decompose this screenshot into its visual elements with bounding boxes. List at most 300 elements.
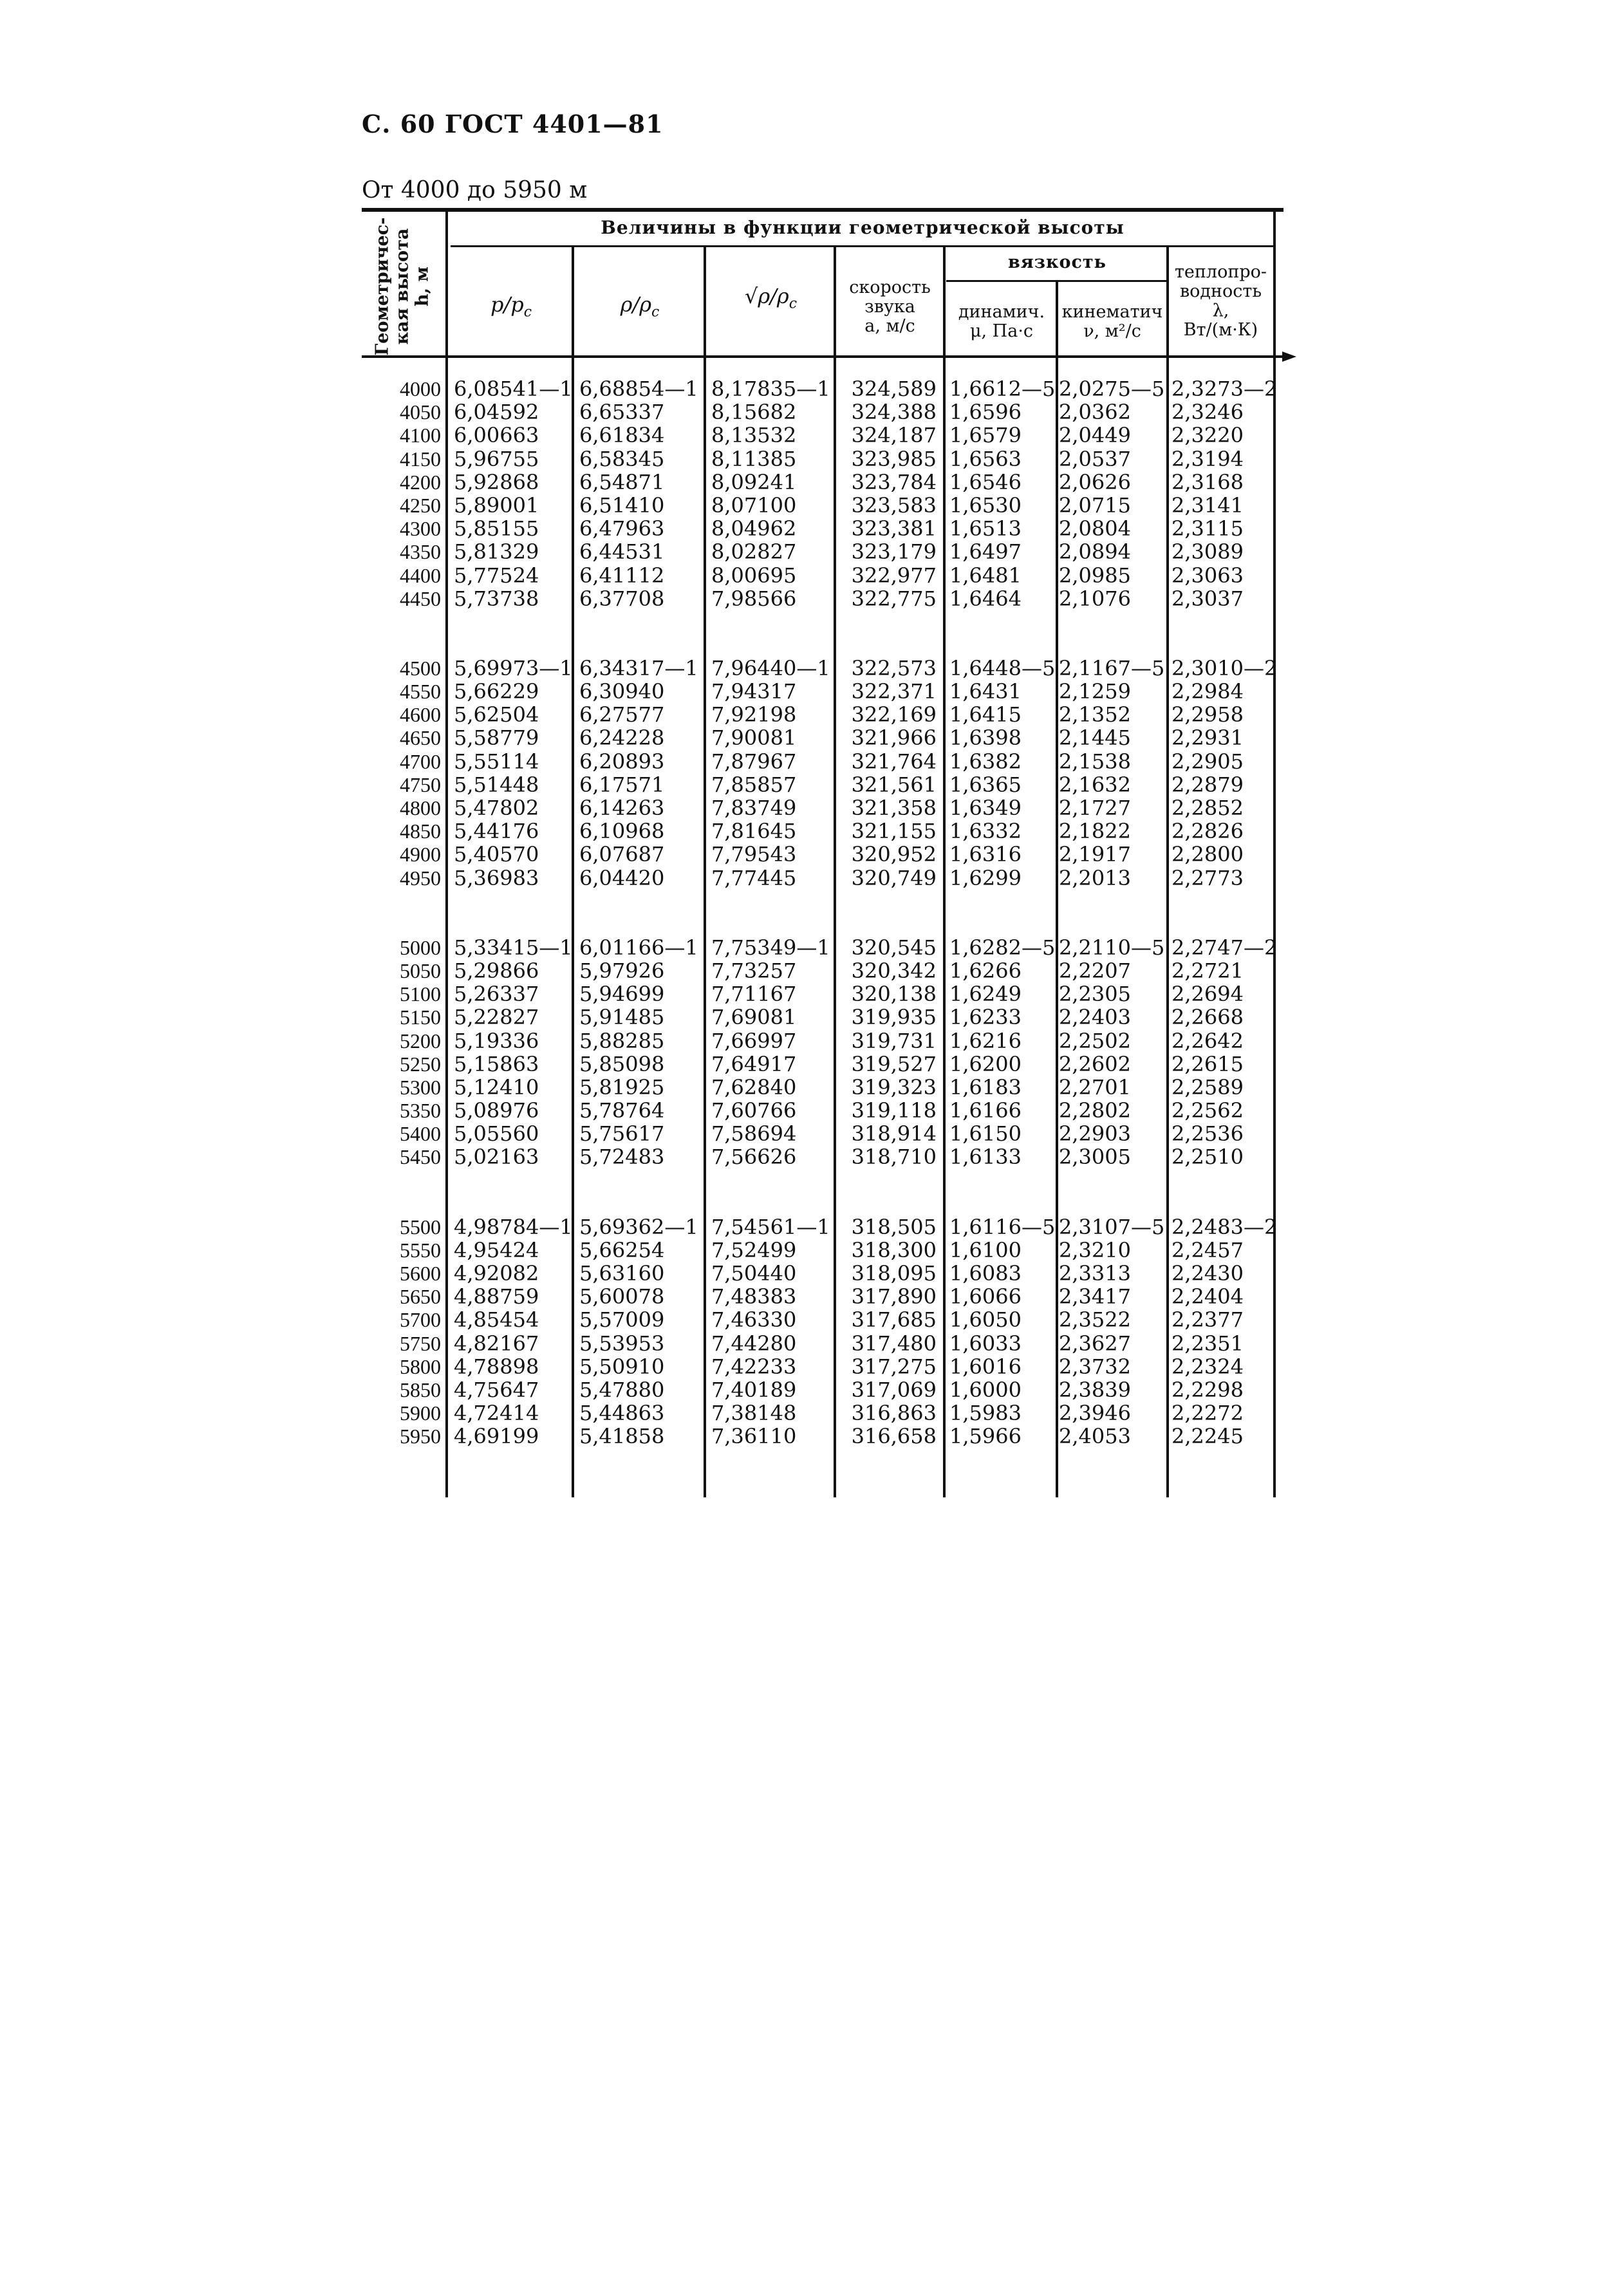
kinematic-viscosity-cell: 2,1727 (1059, 796, 1131, 820)
sound-speed-cell: 321,764 (851, 749, 937, 774)
height-cell: 4900 (400, 843, 441, 866)
height-cell: 4750 (400, 772, 441, 796)
rho-ratio-column (579, 377, 708, 1448)
conductivity-cell: 2,2245 (1171, 1424, 1244, 1449)
kinematic-viscosity-cell: 2,2602 (1059, 1051, 1131, 1076)
sqrt-ratio-cell: 7,75349—1 (711, 935, 830, 960)
rho-ratio-cell: 5,47880 (579, 1377, 665, 1402)
p-ratio-cell: 5,81329 (454, 539, 539, 565)
dynamic-viscosity-cell: 1,6183 (949, 1074, 1022, 1100)
dynamic-viscosity-cell: 1,6100 (949, 1237, 1022, 1262)
rho-ratio-cell: 5,75617 (579, 1121, 665, 1147)
height-cell: 5250 (400, 1052, 441, 1076)
conductivity-header: теплопро- водность λ, Вт/(м·К) (1175, 262, 1267, 340)
kinematic-viscosity-cell: 2,0537 (1059, 446, 1131, 471)
kinematic-viscosity-cell: 2,2802 (1059, 1098, 1131, 1123)
dynamic-viscosity-cell: 1,6216 (949, 1028, 1022, 1053)
sqrt-ratio-cell: 8,04962 (711, 516, 797, 541)
dynamic-viscosity-cell: 1,6481 (949, 563, 1022, 588)
sqrt-ratio-cell: 7,44280 (711, 1331, 797, 1356)
height-cell: 4500 (400, 656, 441, 680)
kinematic-viscosity-cell: 2,0804 (1059, 516, 1131, 541)
sqrt-ratio-cell: 8,17835—1 (711, 377, 830, 401)
conductivity-cell: 2,2377 (1171, 1307, 1244, 1333)
height-cell: 5350 (400, 1099, 441, 1123)
sound-speed-cell: 319,731 (851, 1028, 937, 1053)
p-ratio-cell: 4,88759 (454, 1284, 539, 1309)
height-cell: 5800 (400, 1354, 441, 1378)
conductivity-cell: 2,2826 (1171, 819, 1244, 844)
height-cell: 4850 (400, 819, 441, 843)
sqrt-ratio-cell: 8,11385 (711, 446, 797, 471)
sound-speed-cell: 320,545 (851, 935, 937, 960)
sqrt-ratio-cell: 8,15682 (711, 400, 797, 425)
rho-ratio-cell: 6,37708 (579, 586, 665, 611)
p-ratio-cell: 6,04592 (454, 400, 539, 425)
sqrt-ratio-cell: 7,46330 (711, 1307, 797, 1333)
sound-speed-cell: 322,573 (851, 655, 937, 680)
height-cell: 4700 (400, 749, 441, 773)
p-ratio-cell: 5,66229 (454, 679, 539, 704)
conductivity-cell: 2,3246 (1171, 400, 1244, 425)
rho-ratio-cell: 6,51410 (579, 492, 665, 518)
sqrt-ratio-cell: 7,50440 (711, 1261, 797, 1286)
sound-speed-cell: 324,187 (851, 423, 937, 448)
col-divider-a (943, 247, 946, 1497)
rho-ratio-cell: 5,81925 (579, 1074, 665, 1100)
rho-ratio-cell: 5,60078 (579, 1284, 665, 1309)
p-ratio-cell: 5,77524 (454, 563, 539, 588)
conductivity-cell: 2,2773 (1171, 865, 1244, 890)
conductivity-cell: 2,2404 (1171, 1284, 1244, 1309)
p-ratio-cell: 5,08976 (454, 1098, 539, 1123)
p-ratio-cell: 5,85155 (454, 516, 539, 541)
dynamic-viscosity-cell: 1,6083 (949, 1261, 1022, 1286)
rho-ratio-cell: 6,01166—1 (579, 935, 698, 960)
kinematic-viscosity-cell: 2,0985 (1059, 563, 1131, 588)
conductivity-cell: 2,3115 (1171, 516, 1244, 541)
sound-speed-cell: 317,275 (851, 1354, 937, 1379)
block-gap (711, 1169, 834, 1215)
sqrt-ratio-label: √ρ/ρ (744, 284, 789, 308)
sound-speed-cell: 320,342 (851, 958, 937, 983)
conductivity-cell: 2,2483—2 (1171, 1214, 1278, 1239)
rho-ratio-cell: 5,91485 (579, 1005, 665, 1030)
sqrt-ratio-cell: 7,52499 (711, 1237, 797, 1262)
block-gap (1059, 1169, 1168, 1215)
rho-ratio-label: ρ/ρ (620, 292, 652, 317)
rule-arrow-icon (1282, 351, 1296, 362)
col-divider-mu (1056, 282, 1058, 1497)
sqrt-ratio-cell: 7,83749 (711, 796, 797, 820)
height-cell: 5050 (400, 959, 441, 982)
page-header: С. 60 ГОСТ 4401—81 (362, 109, 664, 138)
p-ratio-cell: 5,12410 (454, 1074, 539, 1100)
height-cell: 4350 (400, 540, 441, 564)
sound-speed-cell: 316,658 (851, 1424, 937, 1449)
height-cell: 4150 (400, 447, 441, 471)
col-divider-h (445, 210, 448, 1497)
kinematic-viscosity-cell: 2,2903 (1059, 1121, 1131, 1147)
kinematic-viscosity-cell: 2,3732 (1059, 1354, 1131, 1379)
rho-ratio-cell: 5,57009 (579, 1307, 665, 1333)
sqrt-ratio-cell: 7,40189 (711, 1377, 797, 1402)
height-cell: 5200 (400, 1029, 441, 1053)
block-gap (949, 610, 1056, 657)
sound-speed-cell: 319,323 (851, 1074, 937, 1100)
height-cell: 5100 (400, 982, 441, 1006)
kinematic-viscosity-cell: 2,0449 (1059, 423, 1131, 448)
dynamic-viscosity-cell: 1,6299 (949, 865, 1022, 890)
block-gap (949, 1169, 1056, 1215)
block-gap (840, 1169, 937, 1215)
dynamic-viscosity-cell: 1,6033 (949, 1331, 1022, 1356)
conductivity-cell: 2,2668 (1171, 1005, 1244, 1030)
kinematic-viscosity-cell: 2,1259 (1059, 679, 1131, 704)
block-gap (454, 890, 576, 936)
p-ratio-column (454, 377, 576, 1448)
conductivity-cell: 2,2298 (1171, 1377, 1244, 1402)
conductivity-cell: 2,3194 (1171, 446, 1244, 471)
p-ratio-cell: 5,58779 (454, 726, 539, 751)
dynamic-viscosity-cell: 1,6513 (949, 516, 1022, 541)
conductivity-cell: 2,2324 (1171, 1354, 1244, 1379)
p-ratio-cell: 6,08541—1 (454, 377, 573, 401)
dynamic-viscosity-cell: 1,6448—5 (949, 655, 1056, 680)
block-gap (454, 1169, 576, 1215)
sqrt-ratio-cell: 7,77445 (711, 865, 797, 890)
rho-ratio-cell: 6,07687 (579, 842, 665, 867)
sqrt-ratio-cell: 7,92198 (711, 702, 797, 727)
rho-ratio-cell: 5,41858 (579, 1424, 665, 1449)
p-ratio-cell: 5,73738 (454, 586, 539, 611)
rho-ratio-cell: 5,66254 (579, 1237, 665, 1262)
dynamic-viscosity-cell: 1,6365 (949, 772, 1022, 797)
p-ratio-cell: 5,02163 (454, 1145, 539, 1170)
kinematic-viscosity-cell: 2,3107—5 (1059, 1214, 1165, 1239)
kinematic-viscosity-cell: 2,1632 (1059, 772, 1131, 797)
block-gap (579, 890, 708, 936)
conductivity-cell: 2,2536 (1171, 1121, 1244, 1147)
sound-speed-cell: 319,118 (851, 1098, 937, 1123)
rho-ratio-cell: 6,30940 (579, 679, 665, 704)
p-ratio-cell: 5,22827 (454, 1005, 539, 1030)
rho-ratio-cell: 6,34317—1 (579, 655, 698, 680)
p-ratio-cell: 4,69199 (454, 1424, 539, 1449)
sqrt-ratio-cell: 8,07100 (711, 492, 797, 518)
sound-speed-cell: 321,155 (851, 819, 937, 844)
sqrt-ratio-cell: 8,00695 (711, 563, 797, 588)
kinematic-viscosity-cell: 2,2502 (1059, 1028, 1131, 1053)
kinematic-viscosity-cell: 2,3946 (1059, 1401, 1131, 1426)
dynamic-viscosity-cell: 1,6116—5 (949, 1214, 1056, 1239)
rho-ratio-cell: 5,44863 (579, 1401, 665, 1426)
sqrt-ratio-cell: 7,58694 (711, 1121, 797, 1147)
rho-ratio-cell: 5,97926 (579, 958, 665, 983)
block-gap (579, 610, 708, 657)
rho-ratio-cell: 6,65337 (579, 400, 665, 425)
kinematic-viscosity-cell: 2,1538 (1059, 749, 1131, 774)
dynamic-viscosity-column (949, 377, 1056, 1448)
table-top-rule (362, 208, 1283, 212)
sound-speed-cell: 323,784 (851, 469, 937, 494)
kinematic-viscosity-cell: 2,2701 (1059, 1074, 1131, 1100)
conductivity-cell: 2,2430 (1171, 1261, 1244, 1286)
height-cell: 5700 (400, 1308, 441, 1332)
sound-speed-cell: 317,685 (851, 1307, 937, 1333)
col-divider-sqrt (834, 247, 836, 1497)
kinematic-viscosity-cell: 2,2403 (1059, 1005, 1131, 1030)
sound-speed-cell: 324,388 (851, 400, 937, 425)
sound-speed-cell: 318,914 (851, 1121, 937, 1147)
height-cell: 4200 (400, 470, 441, 494)
kinematic-viscosity-cell: 2,4053 (1059, 1424, 1131, 1449)
conductivity-cell: 2,2721 (1171, 958, 1244, 983)
height-header-text: Геометричес- кая высота h, м (372, 217, 433, 356)
conductivity-cell: 2,2852 (1171, 796, 1244, 820)
sound-speed-cell: 317,890 (851, 1284, 937, 1309)
block-gap (711, 610, 834, 657)
conductivity-cell: 2,3220 (1171, 423, 1244, 448)
height-cell: 4400 (400, 563, 441, 587)
group-header: Величины в функции геометрической высоты (601, 217, 1125, 238)
height-column (364, 377, 441, 1448)
conductivity-cell: 2,2272 (1171, 1401, 1244, 1426)
sqrt-ratio-cell: 7,98566 (711, 586, 797, 611)
height-cell: 4550 (400, 680, 441, 704)
height-column-header (364, 216, 441, 357)
dynamic-viscosity-cell: 1,6415 (949, 702, 1022, 727)
sound-speed-cell: 323,583 (851, 492, 937, 518)
conductivity-cell: 2,2351 (1171, 1331, 1244, 1356)
sound-speed-cell: 317,069 (851, 1377, 937, 1402)
dynamic-viscosity-cell: 1,6316 (949, 842, 1022, 867)
p-ratio-cell: 5,47802 (454, 796, 539, 820)
sound-speed-cell: 317,480 (851, 1331, 937, 1356)
p-ratio-label: p/p (490, 292, 524, 317)
dynamic-viscosity-cell: 1,6398 (949, 726, 1022, 751)
p-ratio-cell: 4,75647 (454, 1377, 539, 1402)
p-ratio-cell: 4,85454 (454, 1307, 539, 1333)
rho-ratio-cell: 6,10968 (579, 819, 665, 844)
p-ratio-cell: 4,82167 (454, 1331, 539, 1356)
p-ratio-cell: 5,69973—1 (454, 655, 573, 680)
kinematic-viscosity-cell: 2,1352 (1059, 702, 1131, 727)
dynamic-viscosity-cell: 1,6464 (949, 586, 1022, 611)
rho-ratio-cell: 5,85098 (579, 1051, 665, 1076)
sound-speed-cell: 318,095 (851, 1261, 937, 1286)
range-title: От 4000 до 5950 м (362, 177, 588, 203)
kinematic-viscosity-cell: 2,3313 (1059, 1261, 1131, 1286)
conductivity-cell: 2,3037 (1171, 586, 1244, 611)
height-cell: 5750 (400, 1331, 441, 1355)
kinematic-viscosity-cell: 2,1076 (1059, 586, 1131, 611)
sound-speed-cell: 323,381 (851, 516, 937, 541)
dynamic-viscosity-cell: 1,6563 (949, 446, 1022, 471)
kinematic-viscosity-cell: 2,1167—5 (1059, 655, 1165, 680)
sqrt-ratio-sub: с (789, 295, 798, 312)
sqrt-ratio-column (711, 377, 834, 1448)
p-ratio-cell: 5,19336 (454, 1028, 539, 1053)
sqrt-ratio-cell: 7,90081 (711, 726, 797, 751)
dynamic-viscosity-cell: 1,6266 (949, 958, 1022, 983)
dynamic-viscosity-cell: 1,6579 (949, 423, 1022, 448)
height-cell: 5600 (400, 1262, 441, 1285)
rho-ratio-cell: 6,04420 (579, 865, 665, 890)
dynamic-viscosity-cell: 1,6546 (949, 469, 1022, 494)
kinematic-viscosity-cell: 2,2207 (1059, 958, 1131, 983)
kinematic-viscosity-cell: 2,3210 (1059, 1237, 1131, 1262)
block-gap (1171, 610, 1281, 657)
height-cell: 4450 (400, 586, 441, 610)
p-ratio-cell: 4,95424 (454, 1237, 539, 1262)
sqrt-ratio-cell: 8,09241 (711, 469, 797, 494)
p-ratio-cell: 5,51448 (454, 772, 539, 797)
p-ratio-cell: 5,92868 (454, 469, 539, 494)
sound-speed-column (840, 377, 937, 1448)
conductivity-cell: 2,2694 (1171, 982, 1244, 1007)
p-ratio-cell: 5,62504 (454, 702, 539, 727)
sqrt-ratio-cell: 7,85857 (711, 772, 797, 797)
p-ratio-cell: 4,92082 (454, 1261, 539, 1286)
conductivity-cell: 2,2879 (1171, 772, 1244, 797)
sound-speed-cell: 322,977 (851, 563, 937, 588)
rho-ratio-cell: 5,50910 (579, 1354, 665, 1379)
rho-ratio-cell: 6,61834 (579, 423, 665, 448)
height-cell: 4600 (400, 703, 441, 727)
sound-speed-cell: 318,710 (851, 1145, 937, 1170)
p-ratio-cell: 4,98784—1 (454, 1214, 573, 1239)
sqrt-ratio-cell: 7,81645 (711, 819, 797, 844)
height-cell: 5150 (400, 1006, 441, 1029)
block-gap (1171, 1169, 1281, 1215)
kinematic-viscosity-column (1059, 377, 1168, 1448)
sound-speed-cell: 323,985 (851, 446, 937, 471)
sqrt-ratio-cell: 7,42233 (711, 1354, 797, 1379)
conductivity-cell: 2,2800 (1171, 842, 1244, 867)
height-cell: 5650 (400, 1285, 441, 1309)
sqrt-ratio-cell: 7,38148 (711, 1401, 797, 1426)
block-gap (454, 610, 576, 657)
rho-ratio-cell: 5,88285 (579, 1028, 665, 1053)
conductivity-cell: 2,2562 (1171, 1098, 1244, 1123)
p-ratio-header (451, 292, 572, 322)
height-cell: 5550 (400, 1238, 441, 1262)
block-gap (840, 890, 937, 936)
block-gap (1059, 610, 1168, 657)
sound-speed-cell: 322,169 (851, 702, 937, 727)
sound-speed-cell: 322,371 (851, 679, 937, 704)
sound-speed-header: скорость звука a, м/с (849, 277, 931, 336)
rho-ratio-cell: 6,54871 (579, 469, 665, 494)
sqrt-ratio-cell: 7,87967 (711, 749, 797, 774)
rho-ratio-cell: 6,14263 (579, 796, 665, 820)
p-ratio-cell: 5,36983 (454, 865, 539, 890)
sqrt-ratio-cell: 7,60766 (711, 1098, 797, 1123)
block-gap (1059, 890, 1168, 936)
p-ratio-cell: 6,00663 (454, 423, 539, 448)
conductivity-cell: 2,2984 (1171, 679, 1244, 704)
sqrt-ratio-cell: 7,48383 (711, 1284, 797, 1309)
height-cell: 5450 (400, 1145, 441, 1169)
dynamic-viscosity-cell: 1,6050 (949, 1307, 1022, 1333)
kinematic-viscosity-header: кинематич ν, м²/с (1061, 302, 1163, 341)
p-ratio-cell: 5,96755 (454, 446, 539, 471)
conductivity-cell: 2,2457 (1171, 1237, 1244, 1262)
rho-ratio-cell: 5,78764 (579, 1098, 665, 1123)
block-gap (364, 890, 441, 936)
p-ratio-sub: с (523, 304, 532, 321)
kinematic-viscosity-cell: 2,3417 (1059, 1284, 1131, 1309)
height-cell: 5300 (400, 1075, 441, 1099)
dynamic-viscosity-cell: 1,6000 (949, 1377, 1022, 1402)
rho-ratio-cell: 5,72483 (579, 1145, 665, 1170)
sqrt-ratio-cell: 7,36110 (711, 1424, 797, 1449)
dynamic-viscosity-cell: 1,6066 (949, 1284, 1022, 1309)
rho-ratio-cell: 6,17571 (579, 772, 665, 797)
height-cell: 4100 (400, 424, 441, 447)
dynamic-viscosity-cell: 1,6016 (949, 1354, 1022, 1379)
p-ratio-cell: 5,55114 (454, 749, 539, 774)
height-cell: 5500 (400, 1215, 441, 1239)
sound-speed-cell: 316,863 (851, 1401, 937, 1426)
dynamic-viscosity-cell: 1,6596 (949, 400, 1022, 425)
kinematic-viscosity-cell: 2,0626 (1059, 469, 1131, 494)
header-bottom-rule (362, 355, 1283, 358)
dynamic-viscosity-cell: 1,6349 (949, 796, 1022, 820)
dynamic-viscosity-cell: 1,5966 (949, 1424, 1022, 1449)
sound-speed-cell: 321,561 (851, 772, 937, 797)
sound-speed-cell: 322,775 (851, 586, 937, 611)
kinematic-viscosity-cell: 2,0275—5 (1059, 377, 1165, 401)
sqrt-ratio-cell: 8,13532 (711, 423, 797, 448)
rho-ratio-cell: 5,63160 (579, 1261, 665, 1286)
rho-ratio-cell: 6,24228 (579, 726, 665, 751)
kinematic-viscosity-cell: 2,0894 (1059, 539, 1131, 565)
conductivity-cell: 2,2931 (1171, 726, 1244, 751)
dynamic-viscosity-cell: 1,6431 (949, 679, 1022, 704)
rho-ratio-cell: 6,44531 (579, 539, 665, 565)
sqrt-ratio-cell: 7,66997 (711, 1028, 797, 1053)
dynamic-viscosity-cell: 1,6150 (949, 1121, 1022, 1147)
height-cell: 5850 (400, 1378, 441, 1401)
conductivity-cell: 2,2747—2 (1171, 935, 1278, 960)
kinematic-viscosity-cell: 2,3627 (1059, 1331, 1131, 1356)
block-gap (711, 890, 834, 936)
sqrt-ratio-cell: 7,69081 (711, 1005, 797, 1030)
conductivity-cell: 2,3089 (1171, 539, 1244, 565)
sound-speed-cell: 318,300 (851, 1237, 937, 1262)
conductivity-cell: 2,3010—2 (1171, 655, 1278, 680)
sqrt-ratio-cell: 7,79543 (711, 842, 797, 867)
rho-ratio-cell: 6,20893 (579, 749, 665, 774)
height-cell: 4250 (400, 493, 441, 517)
block-gap (364, 1169, 441, 1215)
dynamic-viscosity-cell: 1,6332 (949, 819, 1022, 844)
rho-ratio-cell: 6,58345 (579, 446, 665, 471)
kinematic-viscosity-cell: 2,3522 (1059, 1307, 1131, 1333)
kinematic-viscosity-cell: 2,1917 (1059, 842, 1131, 867)
height-cell: 4050 (400, 400, 441, 424)
group-header-rule (451, 245, 1274, 247)
height-cell: 4300 (400, 517, 441, 541)
height-cell: 4800 (400, 796, 441, 819)
sqrt-ratio-cell: 7,73257 (711, 958, 797, 983)
p-ratio-cell: 5,33415—1 (454, 935, 573, 960)
p-ratio-cell: 5,40570 (454, 842, 539, 867)
height-cell: 5000 (400, 935, 441, 959)
conductivity-cell: 2,2642 (1171, 1028, 1244, 1053)
